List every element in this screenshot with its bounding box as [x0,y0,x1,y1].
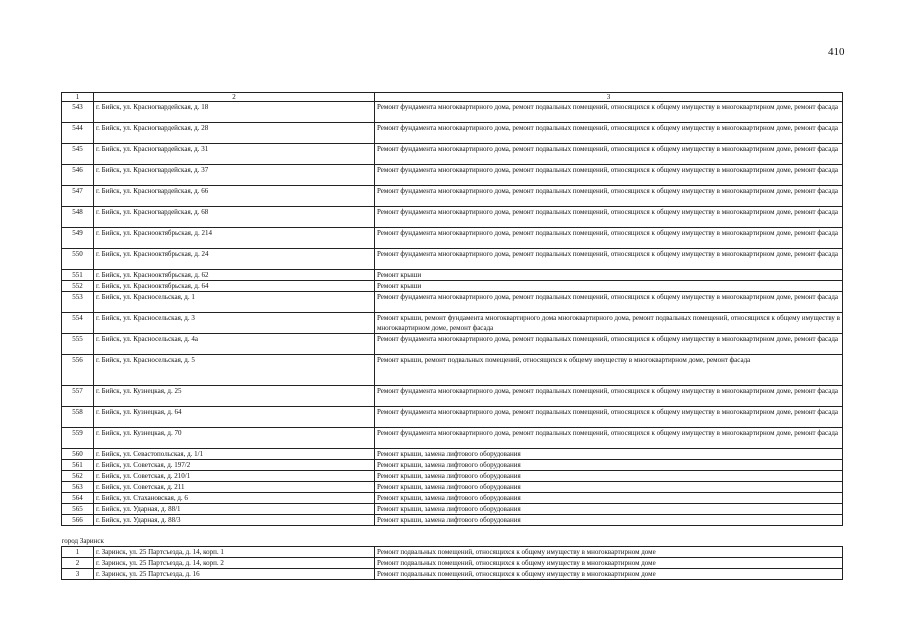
table-row [62,102,843,123]
row-address: г. Заринск, ул. 25 Партсъезда, д. 16 [94,569,375,580]
row-number: 547 [62,186,94,207]
row-address: г. Бийск, ул. Краснооктябрьская, д. 64 [94,281,375,292]
row-work-type: Ремонт крыши, ремонт фундамента многоквартирного дома многоквартирного дома, ремонт подвальных помещений, относящихся к общему имуществу в многоквартирном доме, ремонт фасада [375,313,843,334]
table-row [62,292,843,313]
header-col-2: 2 [94,93,375,102]
row-address: г. Бийск, ул. Советская, д. 210/1 [94,471,375,482]
row-number: 558 [62,407,94,428]
row-address: г. Бийск, ул. Красносельская, д. 3 [94,313,375,334]
row-number: 549 [62,228,94,249]
row-number: 1 [62,547,94,558]
row-number: 545 [62,144,94,165]
section-title: город Заринск [61,537,104,545]
row-number: 561 [62,460,94,471]
row-address: г. Бийск, ул. Кузнецкая, д. 25 [94,386,375,407]
row-work-type: Ремонт подвальных помещений, относящихся к общему имуществу в многоквартирном доме [375,558,843,569]
row-number: 562 [62,471,94,482]
row-number: 554 [62,313,94,334]
row-address: г. Бийск, ул. Красносельская, д. 1 [94,292,375,313]
row-work-type: Ремонт фундамента многоквартирного дома, ремонт подвальных помещений, относящихся к общему имуществу в многоквартирном доме, ремонт фасада [375,292,843,313]
row-number: 546 [62,165,94,186]
row-work-type: Ремонт крыши, замена лифтового оборудования [375,493,843,504]
row-work-type: Ремонт крыши, замена лифтового оборудования [375,471,843,482]
table-row [62,504,843,515]
row-work-type: Ремонт фундамента многоквартирного дома, ремонт подвальных помещений, относящихся к общему имуществу в многоквартирном доме, ремонт фасада [375,207,843,228]
row-address: г. Бийск, ул. Красногвардейская, д. 37 [94,165,375,186]
row-address: г. Бийск, ул. Красносельская, д. 5 [94,355,375,386]
row-address: г. Бийск, ул. Красногвардейская, д. 18 [94,102,375,123]
row-work-type: Ремонт крыши, замена лифтового оборудования [375,482,843,493]
row-address: г. Бийск, ул. Краснооктябрьская, д. 62 [94,270,375,281]
row-number: 551 [62,270,94,281]
row-number: 550 [62,249,94,270]
table-row [62,186,843,207]
row-work-type: Ремонт фундамента многоквартирного дома, ремонт подвальных помещений, относящихся к общему имуществу в многоквартирном доме, ремонт фасада [375,102,843,123]
row-address: г. Заринск, ул. 25 Партсъезда, д. 14, корп. 1 [94,547,375,558]
row-work-type: Ремонт фундамента многоквартирного дома, ремонт подвальных помещений, относящихся к общему имуществу в многоквартирном доме, ремонт фасада [375,249,843,270]
row-address: г. Бийск, ул. Красногвардейская, д. 66 [94,186,375,207]
row-number: 559 [62,428,94,449]
table-row [62,270,843,281]
row-address: г. Бийск, ул. Красногвардейская, д. 28 [94,123,375,144]
row-number: 563 [62,482,94,493]
row-number: 548 [62,207,94,228]
row-address: г. Бийск, ул. Советская, д. 197/2 [94,460,375,471]
table-row [62,493,843,504]
table-row [62,569,843,580]
row-work-type: Ремонт подвальных помещений, относящихся к общему имуществу в многоквартирном доме [375,547,843,558]
header-col-1: 1 [62,93,94,102]
table-row [62,558,843,569]
row-work-type: Ремонт фундамента многоквартирного дома, ремонт подвальных помещений, относящихся к общему имуществу в многоквартирном доме, ремонт фасада [375,334,843,355]
table-row [62,334,843,355]
section-header-row [62,536,843,547]
row-address: г. Бийск, ул. Кузнецкая, д. 64 [94,407,375,428]
table-row [62,428,843,449]
row-address: г. Бийск, ул. Ударная, д. 88/1 [94,504,375,515]
row-address: г. Бийск, ул. Краснооктябрьская, д. 214 [94,228,375,249]
table-row [62,471,843,482]
table-row [62,228,843,249]
row-number: 565 [62,504,94,515]
table-row [62,281,843,292]
table-row [62,144,843,165]
table-row [62,386,843,407]
row-work-type: Ремонт крыши, ремонт подвальных помещений, относящихся к общему имуществу в многоквартирном доме, ремонт фасада [375,355,843,386]
row-work-type: Ремонт фундамента многоквартирного дома, ремонт подвальных помещений, относящихся к общему имуществу в многоквартирном доме, ремонт фасада [375,228,843,249]
row-work-type: Ремонт фундамента многоквартирного дома, ремонт подвальных помещений, относящихся к общему имуществу в многоквартирном доме, ремонт фасада [375,123,843,144]
row-address: г. Бийск, ул. Красногвардейская, д. 31 [94,144,375,165]
row-address: г. Бийск, ул. Стахановская, д. 6 [94,493,375,504]
row-number: 566 [62,515,94,526]
row-number: 3 [62,569,94,580]
row-address: г. Бийск, ул. Кузнецкая, д. 70 [94,428,375,449]
table-row [62,313,843,334]
page-number: 410 [828,46,845,58]
row-address: г. Заринск, ул. 25 Партсъезда, д. 14, корп. 2 [94,558,375,569]
row-work-type: Ремонт крыши, замена лифтового оборудования [375,515,843,526]
header-col-3: 3 [375,93,843,102]
row-address: г. Бийск, ул. Красногвардейская, д. 68 [94,207,375,228]
row-work-type: Ремонт крыши, замена лифтового оборудования [375,460,843,471]
row-work-type: Ремонт фундамента многоквартирного дома, ремонт подвальных помещений, относящихся к общему имуществу в многоквартирном доме, ремонт фасада [375,165,843,186]
row-number: 560 [62,449,94,460]
row-address: г. Бийск, ул. Красносельская, д. 4а [94,334,375,355]
row-number: 555 [62,334,94,355]
row-work-type: Ремонт крыши, замена лифтового оборудования [375,449,843,460]
row-number: 557 [62,386,94,407]
table-row [62,123,843,144]
table-row [62,355,843,386]
row-number: 543 [62,102,94,123]
row-work-type: Ремонт фундамента многоквартирного дома, ремонт подвальных помещений, относящихся к общему имуществу в многоквартирном доме, ремонт фасада [375,428,843,449]
row-address: г. Бийск, ул. Севастопольская, д. 1/1 [94,449,375,460]
table-row [62,547,843,558]
table-row [62,460,843,471]
row-number: 564 [62,493,94,504]
spacer-row [62,526,843,537]
row-work-type: Ремонт фундамента многоквартирного дома, ремонт подвальных помещений, относящихся к общему имуществу в многоквартирном доме, ремонт фасада [375,186,843,207]
table-row [62,207,843,228]
row-number: 544 [62,123,94,144]
row-work-type: Ремонт крыши [375,270,843,281]
row-address: г. Бийск, ул. Краснооктябрьская, д. 24 [94,249,375,270]
row-number: 556 [62,355,94,386]
table-row [62,449,843,460]
header-row [62,93,843,102]
row-work-type: Ремонт крыши, замена лифтового оборудования [375,504,843,515]
row-work-type: Ремонт фундамента многоквартирного дома, ремонт подвальных помещений, относящихся к общему имуществу в многоквартирном доме, ремонт фасада [375,407,843,428]
row-work-type: Ремонт подвальных помещений, относящихся к общему имуществу в многоквартирном доме [375,569,843,580]
repair-register-table [61,92,843,580]
table-row [62,407,843,428]
row-work-type: Ремонт фундамента многоквартирного дома, ремонт подвальных помещений, относящихся к общему имуществу в многоквартирном доме, ремонт фасада [375,144,843,165]
table-row [62,515,843,526]
table-row [62,249,843,270]
row-address: г. Бийск, ул. Советская, д. 211 [94,482,375,493]
table-row [62,482,843,493]
row-address: г. Бийск, ул. Ударная, д. 88/3 [94,515,375,526]
row-number: 553 [62,292,94,313]
table-row [62,165,843,186]
row-work-type: Ремонт фундамента многоквартирного дома, ремонт подвальных помещений, относящихся к общему имуществу в многоквартирном доме, ремонт фасада [375,386,843,407]
row-work-type: Ремонт крыши [375,281,843,292]
row-number: 2 [62,558,94,569]
row-number: 552 [62,281,94,292]
